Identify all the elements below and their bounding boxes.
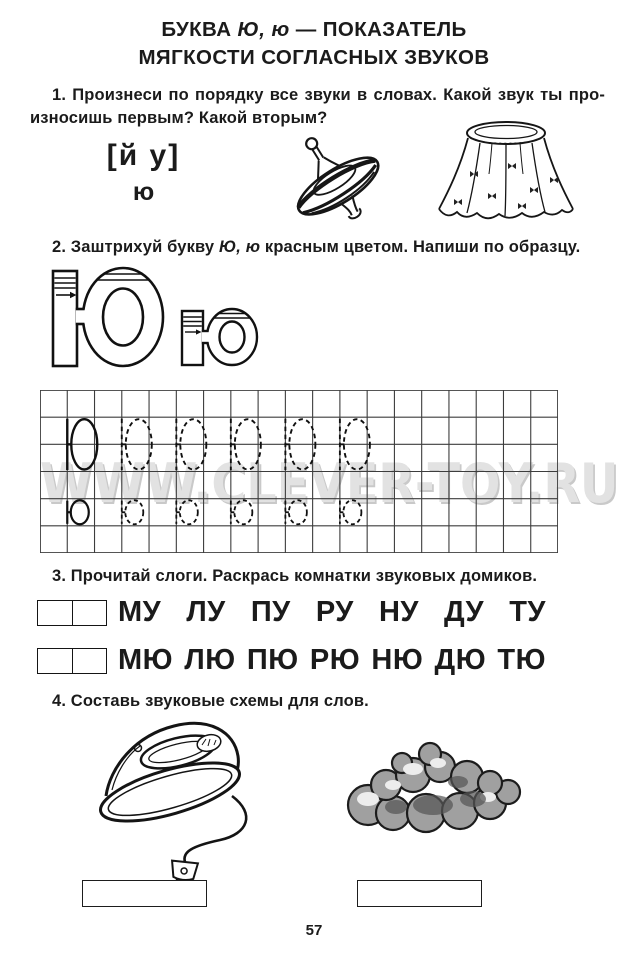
syllable: РЮ — [309, 643, 361, 676]
scheme-box-iron — [82, 880, 207, 907]
syllable: ТЮ — [497, 643, 546, 676]
sound-box-cell — [72, 649, 107, 673]
sound-box-row1 — [37, 600, 107, 626]
title-line2: МЯГКОСТИ СОГЛАСНЫХ ЗВУКОВ — [138, 46, 490, 69]
page-number: 57 — [305, 922, 323, 939]
title-suffix: — ПОКАЗАТЕЛЬ — [295, 18, 467, 41]
watermark: WWW.CLEVER-TOY.RU — [40, 452, 619, 515]
syllable: НЮ — [371, 643, 424, 676]
task2-prefix: 2. Заштрихуй букву — [52, 238, 215, 256]
title-line1 — [0, 16, 628, 44]
syllable: ТУ — [509, 595, 546, 628]
sound-box-cell — [38, 649, 72, 673]
page-title — [0, 16, 628, 72]
sound-box-cell — [72, 601, 107, 625]
title-letters: Ю, ю — [237, 18, 290, 41]
task2-text — [30, 236, 605, 259]
task2-suffix: красным цветом. Напиши по образцу. — [264, 238, 581, 256]
hatched-letters-image — [40, 262, 270, 372]
sound-box-row2 — [37, 648, 107, 674]
syllable: РУ — [315, 595, 354, 628]
scheme-box-cloud — [357, 880, 482, 907]
iron-image — [82, 712, 257, 882]
syllable: ДУ — [444, 595, 485, 628]
syllable: МЮ — [118, 643, 174, 676]
syllable: МУ — [118, 595, 162, 628]
task1-text-line1: 1. Произнеси по порядку все звуки в словах. Какой звук ты про- — [52, 86, 605, 104]
task4-text: 4. Составь звуковые схемы для слов. — [52, 692, 369, 710]
task3-text: 3. Прочитай слоги. Раскрась комнатки звуковых домиков. — [52, 567, 538, 585]
practice-grid — [40, 390, 558, 553]
syllable: ЛЮ — [184, 643, 236, 676]
skirt-image — [432, 116, 580, 228]
task1-text-line2: износишь первым? Какой вторым? — [30, 109, 328, 127]
syllable: ЛУ — [186, 595, 226, 628]
syllable: НУ — [378, 595, 419, 628]
sound-transcription-block — [96, 139, 191, 207]
spinning-top-image — [270, 123, 396, 231]
title-prefix: БУКВА — [161, 18, 232, 41]
sound-box-cell — [38, 601, 72, 625]
cloud-image — [338, 737, 526, 839]
syllable-row-2 — [118, 642, 546, 678]
letter-yu-small: ю — [132, 178, 155, 206]
syllable: ПЮ — [246, 643, 299, 676]
syllable: ПУ — [250, 595, 291, 628]
syllable-row-1 — [118, 594, 546, 630]
sound-transcription: [й у] — [106, 139, 181, 172]
syllable: ДЮ — [434, 643, 487, 676]
task2-letters: Ю, ю — [218, 238, 261, 256]
